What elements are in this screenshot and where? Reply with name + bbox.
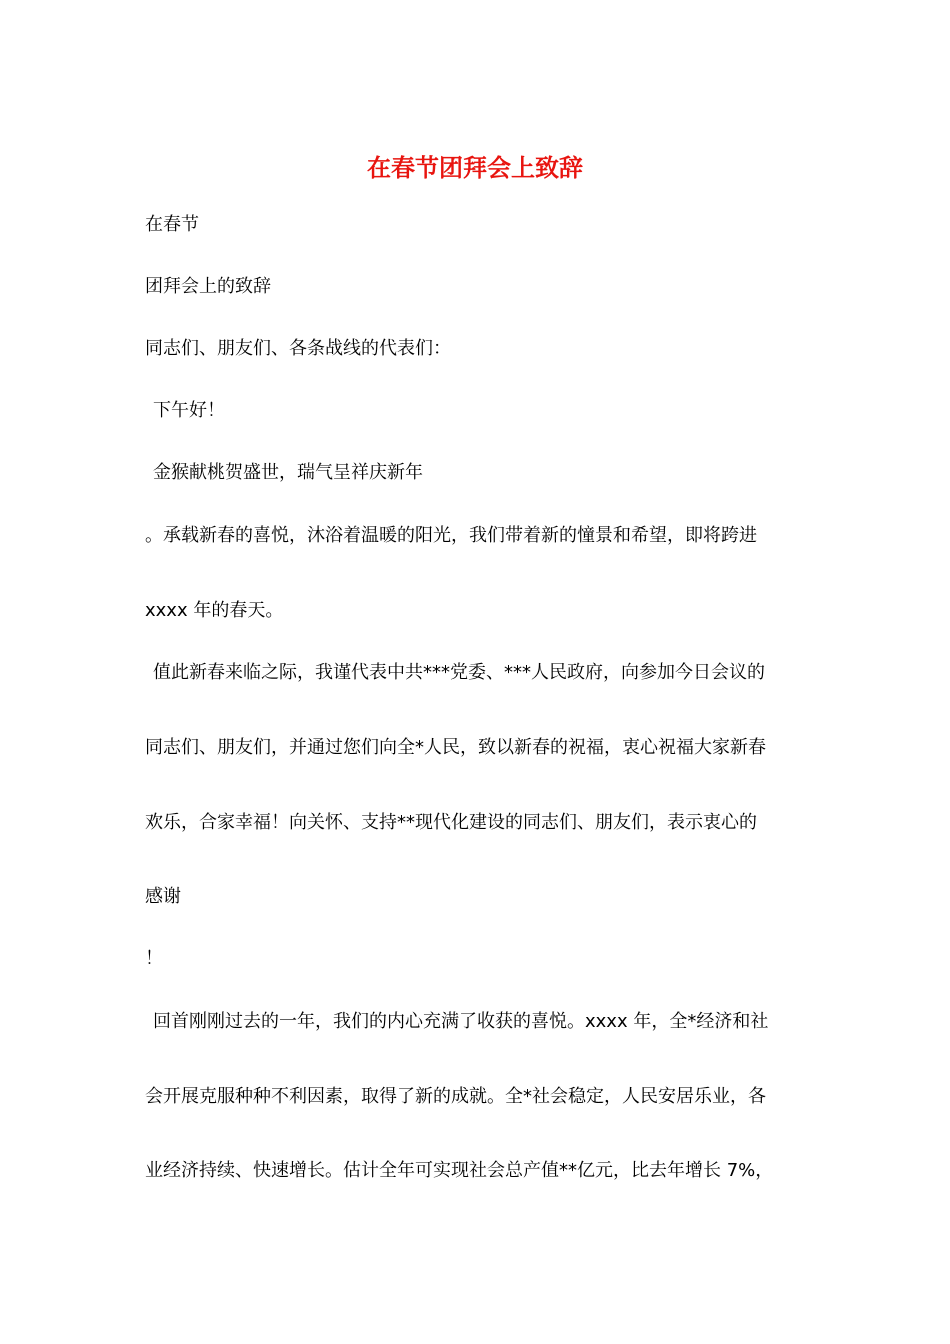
text-line-6: 。承载新春的喜悦，沐浴着温暖的阳光，我们带着新的憧景和希望，即将跨进 (145, 525, 757, 546)
text-line-1: 在春节 (145, 214, 199, 235)
text-line-15: 业经济持续、快速增长。估计全年可实现社会总产值**亿元，比去年增长 7%， (145, 1160, 774, 1181)
text-line-5: 金猴献桃贺盛世，瑞气呈祥庆新年 (153, 462, 423, 483)
text-line-2: 团拜会上的致辞 (145, 276, 271, 297)
text-line-7: xxxx 年的春天。 (145, 600, 284, 621)
text-line-8: 值此新春来临之际，我谨代表中共***党委、***人民政府，向参加今日会议的 (153, 662, 765, 683)
text-line-12: ！ (145, 948, 163, 969)
text-line-10: 欢乐，合家幸福！向关怀、支持**现代化建设的同志们、朋友们，表示衷心的 (145, 812, 757, 833)
document-title: 在春节团拜会上致辞 (367, 153, 583, 182)
text-line-13: 回首刚刚过去的一年，我们的内心充满了收获的喜悦。xxxx 年，全*经济和社 (153, 1011, 769, 1032)
salutation: 同志们、朋友们、各条战线的代表们： (145, 338, 451, 359)
greeting: 下午好！ (153, 400, 225, 421)
text-line-9: 同志们、朋友们，并通过您们向全*人民，致以新春的祝福，衷心祝福大家新春 (145, 737, 766, 758)
text-line-11: 感谢 (145, 886, 181, 907)
text-line-14: 会开展克服种种不利因素，取得了新的成就。全*社会稳定，人民安居乐业，各 (145, 1086, 766, 1107)
